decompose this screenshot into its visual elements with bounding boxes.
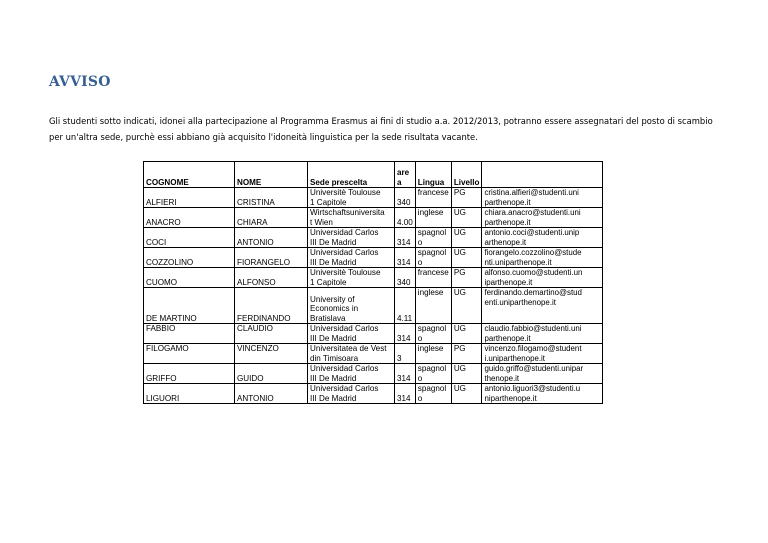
- cell-email[interactable]: antonio.coci@studenti.unip arthenope.it: [482, 228, 603, 248]
- cell-lingua: inglese: [415, 344, 451, 364]
- cell-sede: Universitatea de Vest din Timisoara: [308, 344, 395, 364]
- cell-email[interactable]: vincenzo.filogamo@student i.uniparthenope.it: [482, 344, 603, 364]
- cell-lingua: spagnol o: [415, 228, 451, 248]
- cell-nome: VINCENZO: [235, 344, 308, 364]
- header-area: are a: [395, 162, 416, 188]
- cell-nome: CLAUDIO: [235, 324, 308, 344]
- cell-nome: CRISTINA: [235, 188, 308, 208]
- cell-cognome: COCI: [144, 228, 235, 248]
- header-livello: Livello: [451, 162, 482, 188]
- table-row: [144, 364, 603, 384]
- header-nome: NOME: [235, 162, 308, 188]
- cell-sede: University of Economics in Bratislava: [308, 288, 395, 324]
- table-row: [144, 268, 603, 288]
- cell-livello: UG: [451, 288, 482, 324]
- table-row: [144, 384, 603, 404]
- cell-livello: PG: [451, 188, 482, 208]
- cell-nome: FERDINANDO: [235, 288, 308, 324]
- cell-sede: Universidad Carlos III De Madrid: [308, 324, 395, 344]
- cell-nome: ANTONIO: [235, 384, 308, 404]
- table-header-row: [144, 162, 603, 188]
- cell-lingua: francese: [415, 188, 451, 208]
- cell-email[interactable]: claudio.fabbio@studenti.uni parthenope.it: [482, 324, 603, 344]
- cell-lingua: francese: [415, 268, 451, 288]
- cell-livello: UG: [451, 208, 482, 228]
- cell-sede: Universitè Toulouse 1 Capitole: [308, 268, 395, 288]
- cell-livello: PG: [451, 344, 482, 364]
- cell-area: 314: [395, 364, 416, 384]
- cell-livello: PG: [451, 268, 482, 288]
- cell-lingua: spagnol o: [415, 364, 451, 384]
- notice-intro: Gli studenti sotto indicati, idonei alla partecipazione al Programma Erasmus ai fini di studio a.a. 2012/2013, potranno essere assegnatari del posto di scambio per un'altra sede, purchè essi abbiano già acquisito l'idoneità linguistica per la sede risultata vacante.: [49, 116, 713, 142]
- cell-area: 3: [395, 344, 416, 364]
- table-row: [144, 288, 603, 324]
- cell-livello: UG: [451, 248, 482, 268]
- table-row: [144, 208, 603, 228]
- cell-nome: ALFONSO: [235, 268, 308, 288]
- cell-nome: CHIARA: [235, 208, 308, 228]
- cell-lingua: spagnol o: [415, 248, 451, 268]
- cell-sede: Universidad Carlos III De Madrid: [308, 248, 395, 268]
- cell-cognome: FABBIO: [144, 324, 235, 344]
- cell-email[interactable]: cristina.alfieri@studenti.uni parthenope.it: [482, 188, 603, 208]
- cell-area: 314: [395, 248, 416, 268]
- header-cognome: COGNOME: [144, 162, 235, 188]
- cell-email[interactable]: chiara.anacro@studenti.uni parthenope.it: [482, 208, 603, 228]
- cell-area: 340: [395, 268, 416, 288]
- cell-area: 314: [395, 324, 416, 344]
- cell-sede: Universitè Toulouse 1 Capitole: [308, 188, 395, 208]
- table-row: [144, 248, 603, 268]
- cell-email[interactable]: fiorangelo.cozzolino@stude nti.uniparthenope.it: [482, 248, 603, 268]
- cell-lingua: spagnol o: [415, 384, 451, 404]
- cell-cognome: ANACRO: [144, 208, 235, 228]
- cell-email[interactable]: alfonso.cuomo@studenti.un iparthenope.it: [482, 268, 603, 288]
- cell-sede: Universidad Carlos III De Madrid: [308, 228, 395, 248]
- notice-title: AVVISO: [49, 74, 111, 90]
- table-row: [144, 228, 603, 248]
- cell-email[interactable]: ferdinando.demartino@stud enti.uniparthenope.it: [482, 288, 603, 324]
- cell-cognome: CUOMO: [144, 268, 235, 288]
- header-sede: Sede prescelta: [308, 162, 395, 188]
- cell-cognome: ALFIERI: [144, 188, 235, 208]
- cell-sede: Wirtschaftsuniversita t Wien: [308, 208, 395, 228]
- cell-area: 4.11: [395, 288, 416, 324]
- cell-cognome: COZZOLINO: [144, 248, 235, 268]
- cell-email[interactable]: guido.griffo@studenti.unipar thenope.it: [482, 364, 603, 384]
- cell-area: 4.00: [395, 208, 416, 228]
- table-row: [144, 344, 603, 364]
- cell-livello: UG: [451, 364, 482, 384]
- cell-nome: FIORANGELO: [235, 248, 308, 268]
- cell-email[interactable]: antonio.liguori3@studenti.u niparthenope.it: [482, 384, 603, 404]
- cell-area: 314: [395, 384, 416, 404]
- cell-sede: Universidad Carlos III De Madrid: [308, 364, 395, 384]
- cell-area: 314: [395, 228, 416, 248]
- cell-lingua: inglese: [415, 288, 451, 324]
- cell-livello: UG: [451, 324, 482, 344]
- header-lingua: Lingua: [415, 162, 451, 188]
- students-table: [143, 161, 603, 404]
- cell-cognome: LIGUORI: [144, 384, 235, 404]
- cell-lingua: spagnol o: [415, 324, 451, 344]
- cell-cognome: DE MARTINO: [144, 288, 235, 324]
- table-row: [144, 188, 603, 208]
- cell-sede: Universidad Carlos III De Madrid: [308, 384, 395, 404]
- header-email: [482, 162, 603, 188]
- cell-cognome: FILOGAMO: [144, 344, 235, 364]
- cell-nome: ANTONIO: [235, 228, 308, 248]
- cell-livello: UG: [451, 384, 482, 404]
- cell-nome: GUIDO: [235, 364, 308, 384]
- table-row: [144, 324, 603, 344]
- cell-lingua: inglese: [415, 208, 451, 228]
- cell-livello: UG: [451, 228, 482, 248]
- cell-cognome: GRIFFO: [144, 364, 235, 384]
- cell-area: 340: [395, 188, 416, 208]
